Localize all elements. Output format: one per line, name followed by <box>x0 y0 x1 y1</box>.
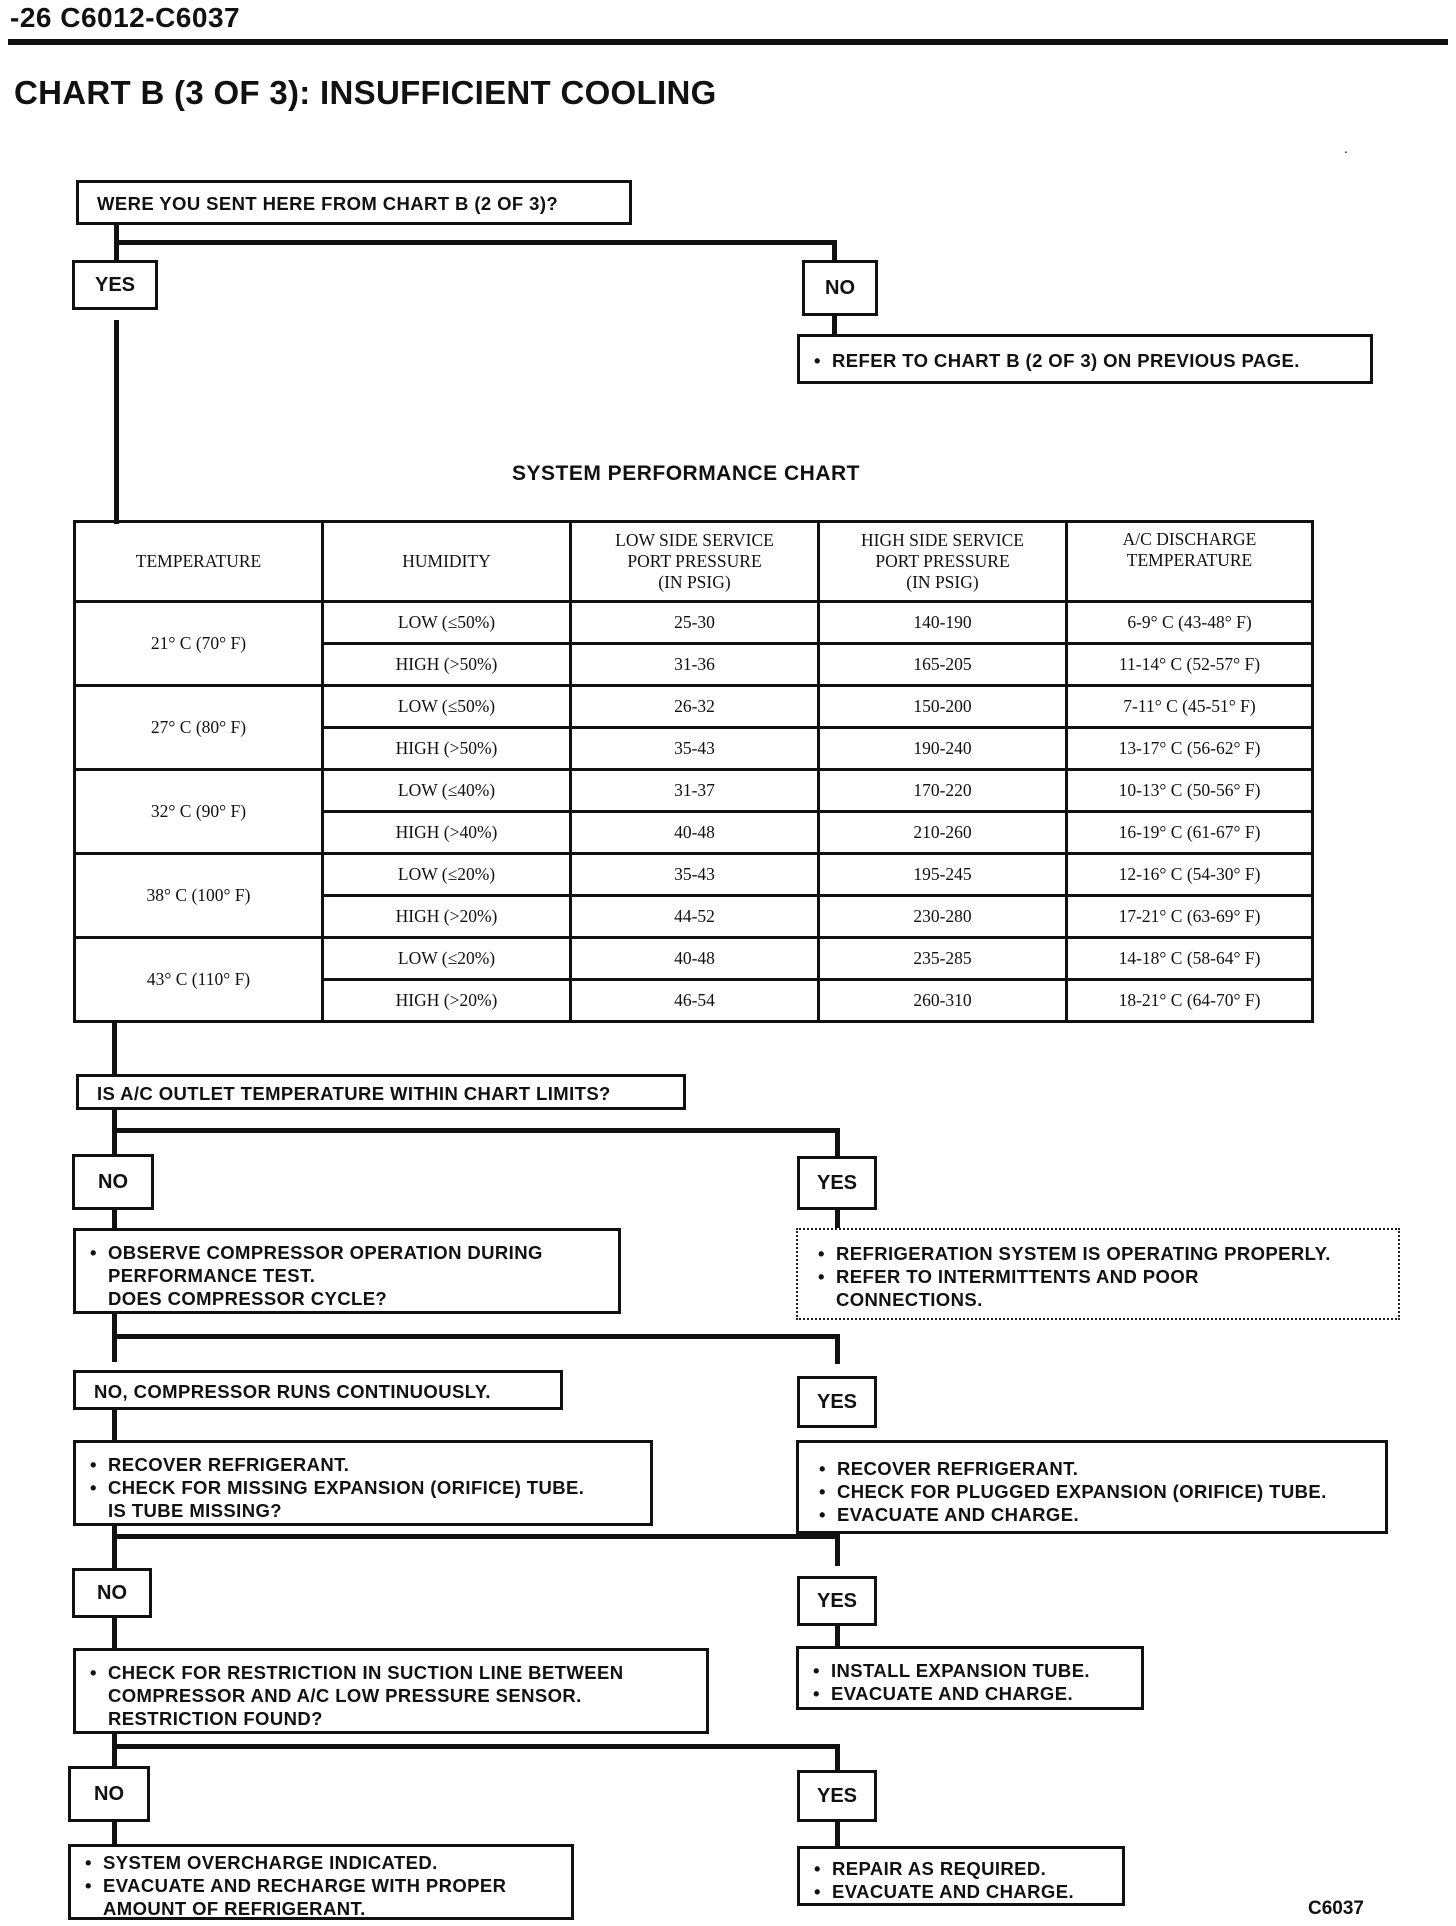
question-text: DOES COMPRESSOR CYCLE? <box>108 1288 388 1309</box>
action-text: CONNECTIONS. <box>836 1289 983 1310</box>
page-title: CHART B (3 OF 3): INSUFFICIENT COOLING <box>14 74 717 111</box>
low-side-cell: 40-48 <box>571 812 819 854</box>
header-temperature: TEMPERATURE <box>75 522 323 602</box>
connector-line <box>114 225 119 265</box>
connector-line <box>835 1128 840 1158</box>
header-discharge: A/C DISCHARGE TEMPERATURE <box>1067 522 1313 602</box>
connector-line <box>835 1744 840 1770</box>
question-tube-missing: • RECOVER REFRIGERANT. • CHECK FOR MISSING EXPANSION (ORIFICE) TUBE. IS TUBE MISSING? <box>73 1440 653 1526</box>
action-text: RECOVER REFRIGERANT. <box>837 1458 1079 1479</box>
question-text: OBSERVE COMPRESSOR OPERATION DURING <box>108 1242 543 1263</box>
action-plugged-tube: • RECOVER REFRIGERANT. • CHECK FOR PLUGGED EXPANSION (ORIFICE) TUBE. • EVACUATE AND CHARGE. <box>796 1440 1388 1534</box>
no-label: NO <box>68 1766 150 1822</box>
high-side-cell: 190-240 <box>819 728 1067 770</box>
action-text: REFER TO INTERMITTENTS AND POOR <box>836 1266 1199 1287</box>
humidity-cell: LOW (≤20%) <box>323 938 571 980</box>
yes-label: YES <box>797 1576 877 1626</box>
question-compressor-cycle: • OBSERVE COMPRESSOR OPERATION DURING PERFORMANCE TEST. DOES COMPRESSOR CYCLE? <box>73 1228 621 1314</box>
high-side-cell: 140-190 <box>819 602 1067 644</box>
connector-line <box>835 1822 840 1848</box>
connector-line <box>112 1534 839 1539</box>
action-text: AMOUNT OF REFRIGERANT. <box>103 1898 366 1919</box>
table-row <box>75 602 1313 644</box>
low-side-cell: 44-52 <box>571 896 819 938</box>
action-text: INSTALL EXPANSION TUBE. <box>831 1660 1090 1681</box>
discharge-cell: 16-19° C (61-67° F) <box>1067 812 1313 854</box>
high-side-cell: 235-285 <box>819 938 1067 980</box>
action-text: EVACUATE AND CHARGE. <box>832 1881 1074 1902</box>
question-text: COMPRESSOR AND A/C LOW PRESSURE SENSOR. <box>108 1685 582 1706</box>
action-text: REFRIGERATION SYSTEM IS OPERATING PROPERLY. <box>836 1243 1331 1264</box>
temperature-cell: 32° C (90° F) <box>75 770 323 854</box>
temperature-cell: 38° C (100° F) <box>75 854 323 938</box>
question-restriction-found: • CHECK FOR RESTRICTION IN SUCTION LINE BETWEEN COMPRESSOR AND A/C LOW PRESSURE SENSOR. RESTRICTION FOUND? <box>73 1648 709 1734</box>
high-side-cell: 260-310 <box>819 980 1067 1022</box>
connector-line <box>112 1128 839 1133</box>
table-row <box>75 938 1313 980</box>
action-refer-chart-b: • REFER TO CHART B (2 OF 3) ON PREVIOUS PAGE. <box>797 334 1373 384</box>
high-side-cell: 170-220 <box>819 770 1067 812</box>
connector-line <box>112 1744 839 1749</box>
humidity-cell: HIGH (>20%) <box>323 980 571 1022</box>
high-side-cell: 210-260 <box>819 812 1067 854</box>
action-text: REFER TO CHART B (2 OF 3) ON PREVIOUS PAGE. <box>832 350 1300 371</box>
action-system-overcharge: • SYSTEM OVERCHARGE INDICATED. • EVACUATE AND RECHARGE WITH PROPER AMOUNT OF REFRIGERANT. <box>68 1844 574 1920</box>
figure-code: C6037 <box>1308 1898 1364 1919</box>
connector-line <box>832 316 837 336</box>
connector-line <box>835 1208 840 1230</box>
humidity-cell: HIGH (>50%) <box>323 644 571 686</box>
table-row <box>75 686 1313 728</box>
temperature-cell: 21° C (70° F) <box>75 602 323 686</box>
humidity-cell: HIGH (>50%) <box>323 728 571 770</box>
discharge-cell: 6-9° C (43-48° F) <box>1067 602 1313 644</box>
temperature-cell: 27° C (80° F) <box>75 686 323 770</box>
question-text: IS TUBE MISSING? <box>108 1500 282 1521</box>
high-side-cell: 165-205 <box>819 644 1067 686</box>
page-reference: -26 C6012-C6037 <box>10 2 241 33</box>
no-label: NO <box>72 1568 152 1618</box>
low-side-cell: 35-43 <box>571 854 819 896</box>
action-repair: • REPAIR AS REQUIRED. • EVACUATE AND CHARGE. <box>797 1846 1125 1906</box>
action-text: EVACUATE AND CHARGE. <box>837 1504 1079 1525</box>
discharge-cell: 13-17° C (56-62° F) <box>1067 728 1313 770</box>
header-low-side: LOW SIDE SERVICE PORT PRESSURE (IN PSIG) <box>571 522 819 602</box>
low-side-cell: 26-32 <box>571 686 819 728</box>
header-high-side: HIGH SIDE SERVICE PORT PRESSURE (IN PSIG) <box>819 522 1067 602</box>
action-text: REPAIR AS REQUIRED. <box>832 1858 1047 1879</box>
header-humidity: HUMIDITY <box>323 522 571 602</box>
table-row <box>75 770 1313 812</box>
no-label: NO <box>72 1154 154 1210</box>
low-side-cell: 25-30 <box>571 602 819 644</box>
temperature-cell: 43° C (110° F) <box>75 938 323 1022</box>
humidity-cell: LOW (≤40%) <box>323 770 571 812</box>
low-side-cell: 35-43 <box>571 728 819 770</box>
header-rule <box>8 39 1448 45</box>
question-text: CHECK FOR MISSING EXPANSION (ORIFICE) TUBE. <box>108 1477 585 1498</box>
low-side-cell: 40-48 <box>571 938 819 980</box>
low-side-cell: 31-37 <box>571 770 819 812</box>
discharge-cell: 7-11° C (45-51° F) <box>1067 686 1313 728</box>
discharge-cell: 18-21° C (64-70° F) <box>1067 980 1313 1022</box>
low-side-cell: 46-54 <box>571 980 819 1022</box>
connector-line <box>835 1534 840 1566</box>
connector-line <box>835 1334 840 1364</box>
connector-line <box>112 1818 117 1846</box>
high-side-cell: 195-245 <box>819 854 1067 896</box>
humidity-cell: LOW (≤20%) <box>323 854 571 896</box>
high-side-cell: 150-200 <box>819 686 1067 728</box>
action-install-tube: • INSTALL EXPANSION TUBE. • EVACUATE AND CHARGE. <box>796 1646 1144 1710</box>
connector-line <box>112 1334 839 1339</box>
discharge-cell: 10-13° C (50-56° F) <box>1067 770 1313 812</box>
yes-label: YES <box>797 1376 877 1428</box>
performance-chart-title: SYSTEM PERFORMANCE CHART <box>512 462 861 485</box>
decorative-mark: . <box>1344 140 1348 156</box>
yes-label: YES <box>797 1770 877 1822</box>
question-outlet-temperature: IS A/C OUTLET TEMPERATURE WITHIN CHART LIMITS? <box>76 1074 686 1110</box>
connector-line <box>114 320 119 524</box>
question-text: PERFORMANCE TEST. <box>108 1265 316 1286</box>
question-sent-from-chart-b: WERE YOU SENT HERE FROM CHART B (2 OF 3)? <box>76 180 632 225</box>
connector-line <box>112 1020 117 1075</box>
discharge-cell: 12-16° C (54-30° F) <box>1067 854 1313 896</box>
action-system-operating-properly: • REFRIGERATION SYSTEM IS OPERATING PROPERLY. • REFER TO INTERMITTENTS AND POOR CONNECTIONS. <box>796 1228 1400 1320</box>
action-text: EVACUATE AND RECHARGE WITH PROPER <box>103 1875 507 1896</box>
action-text: SYSTEM OVERCHARGE INDICATED. <box>103 1852 438 1873</box>
question-text: RECOVER REFRIGERANT. <box>108 1454 350 1475</box>
system-performance-table <box>73 520 1314 1023</box>
table-header-row <box>75 522 1313 602</box>
yes-label: YES <box>72 260 158 310</box>
action-text: EVACUATE AND CHARGE. <box>831 1683 1073 1704</box>
humidity-cell: LOW (≤50%) <box>323 602 571 644</box>
humidity-cell: HIGH (>20%) <box>323 896 571 938</box>
discharge-cell: 14-18° C (58-64° F) <box>1067 938 1313 980</box>
discharge-cell: 17-21° C (63-69° F) <box>1067 896 1313 938</box>
question-text: CHECK FOR RESTRICTION IN SUCTION LINE BETWEEN <box>108 1662 624 1683</box>
question-text: RESTRICTION FOUND? <box>108 1708 323 1729</box>
connector-line <box>114 240 834 245</box>
no-label: NO <box>802 260 878 316</box>
yes-label: YES <box>797 1156 877 1210</box>
connector-line <box>112 1526 117 1568</box>
compressor-runs-continuously: NO, COMPRESSOR RUNS CONTINUOUSLY. <box>73 1370 563 1410</box>
low-side-cell: 31-36 <box>571 644 819 686</box>
action-text: CHECK FOR PLUGGED EXPANSION (ORIFICE) TUBE. <box>837 1481 1327 1502</box>
humidity-cell: LOW (≤50%) <box>323 686 571 728</box>
table-row <box>75 854 1313 896</box>
connector-line <box>832 240 837 262</box>
humidity-cell: HIGH (>40%) <box>323 812 571 854</box>
high-side-cell: 230-280 <box>819 896 1067 938</box>
discharge-cell: 11-14° C (52-57° F) <box>1067 644 1313 686</box>
